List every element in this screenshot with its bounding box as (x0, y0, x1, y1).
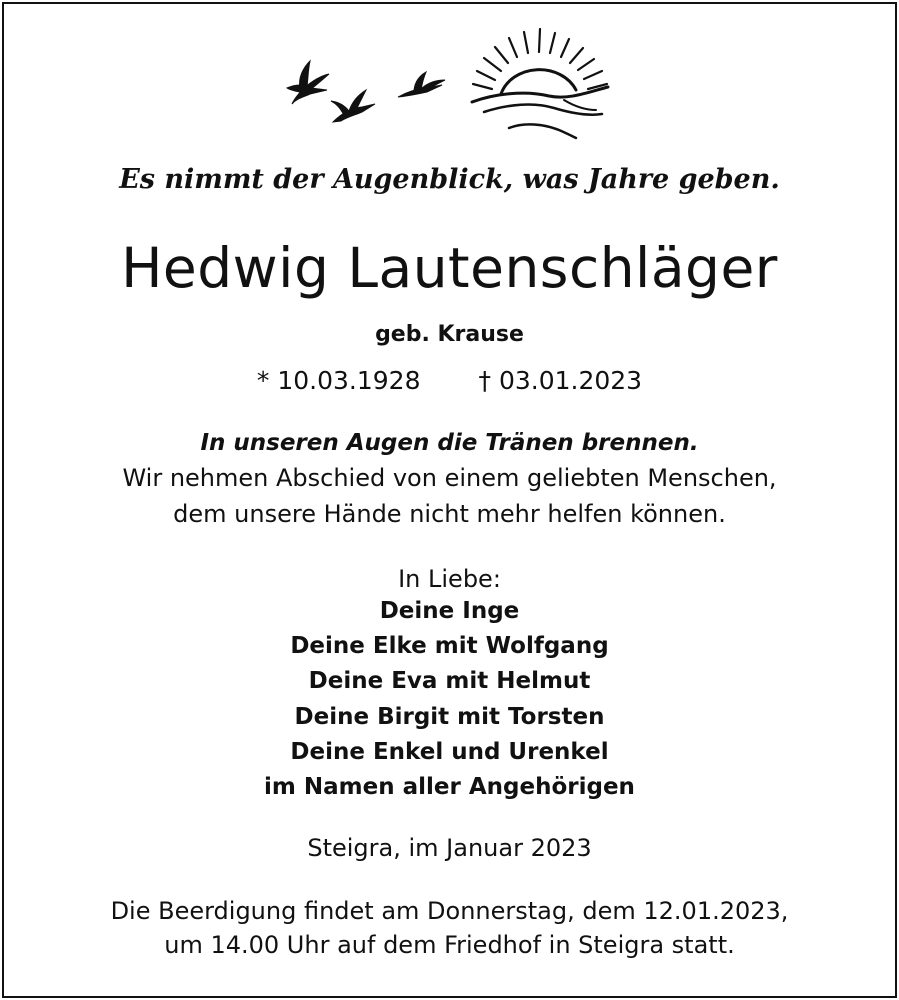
funeral-info-line: Die Beerdigung findet am Donnerstag, dem 12.01.2023, (110, 897, 789, 925)
sunrise-icon (472, 29, 608, 138)
obituary-notice (2, 2, 897, 998)
motto: Es nimmt der Augenblick, was Jahre geben. (119, 164, 780, 195)
verse-line: dem unsere Hände nicht mehr helfen können. (173, 500, 726, 528)
mourner-line: Deine Elke mit Wolfgang (290, 633, 609, 659)
mourner-line: Deine Inge (379, 598, 520, 624)
flying-birds-icon (287, 61, 445, 122)
life-dates (4, 366, 895, 395)
verse-line: In unseren Augen die Tränen brennen. (200, 430, 699, 456)
mourner-line: im Namen aller Angehörigen (264, 774, 635, 800)
header-illustration (4, 4, 895, 154)
mourner-line: Deine Eva mit Helmut (308, 668, 591, 694)
place-date: Steigra, im Januar 2023 (307, 834, 592, 862)
deceased-name: Hedwig Lautenschläger (121, 236, 778, 300)
funeral-info-line: um 14.00 Uhr auf dem Friedhof in Steigra statt. (164, 931, 735, 959)
in-love-label: In Liebe: (398, 565, 501, 593)
mourner-line: Deine Enkel und Urenkel (290, 739, 609, 765)
verse-line: Wir nehmen Abschied von einem geliebten Menschen, (122, 464, 777, 492)
death-date: † 03.01.2023 (478, 366, 643, 395)
birth-name: geb. Krause (375, 322, 524, 347)
mourner-line: Deine Birgit mit Torsten (294, 704, 605, 730)
birth-date: * 10.03.1928 (256, 366, 421, 395)
